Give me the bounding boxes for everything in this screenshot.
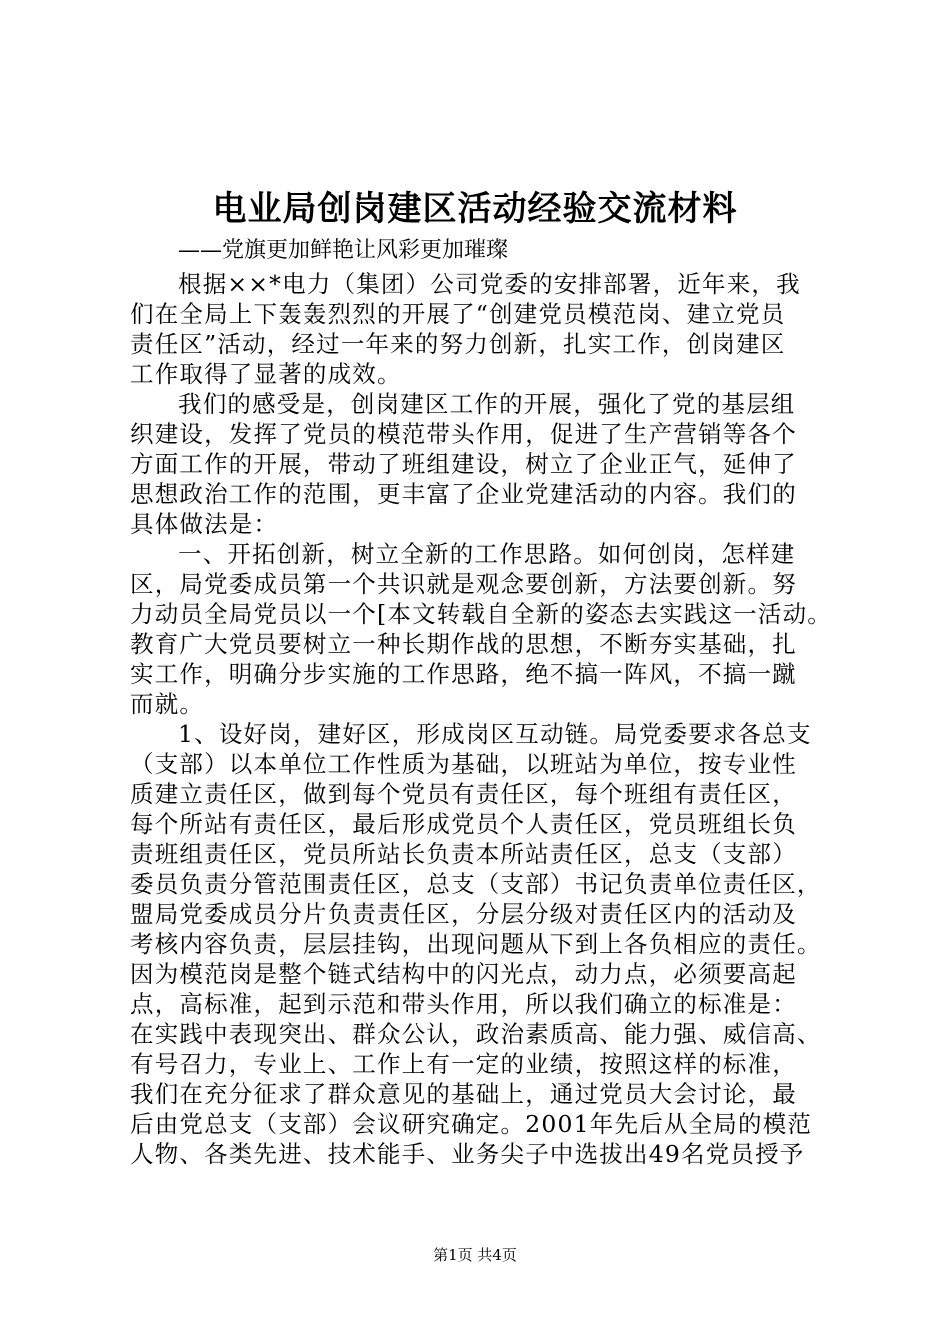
document-title: 电业局创岗建区活动经验交流材料	[212, 189, 738, 229]
body-line: 我们在充分征求了群众意见的基础上，通过党员大会讨论，最	[130, 1080, 797, 1108]
body-line: 而就。	[130, 690, 205, 718]
body-line: 们在全局上下轰轰烈烈的开展了“创建党员模范岗、建立党员	[130, 300, 786, 328]
body-line: 有号召力，专业上、工作上有一定的业绩，按照这样的标准，	[130, 1050, 797, 1078]
body-line: 教育广大党员要树立一种长期作战的思想，不断夯实基础，扎	[130, 630, 797, 658]
body-line: 每个所站有责任区，最后形成党员个人责任区，党员班组长负	[130, 810, 797, 838]
body-line: 思想政治工作的范围，更丰富了企业党建活动的内容。我们的	[130, 480, 797, 508]
body-line: 方面工作的开展，带动了班组建设，树立了企业正气，延伸了	[130, 450, 797, 478]
document-subtitle: ——党旗更加鲜艳让风彩更加璀璨	[178, 238, 509, 263]
page-footer: 第1页 共4页	[433, 1246, 517, 1264]
body-line: 织建设，发挥了党员的模范带头作用，促进了生产营销等各个	[130, 420, 797, 448]
body-line: 质建立责任区，做到每个党员有责任区，每个班组有责任区，	[130, 780, 797, 808]
body-line: 点，高标准，起到示范和带头作用，所以我们确立的标准是：	[130, 990, 797, 1018]
body-line: 一、开拓创新，树立全新的工作思路。如何创岗，怎样建	[178, 540, 796, 568]
body-line: 1、设好岗，建好区，形成岗区互动链。局党委要求各总支	[178, 720, 812, 748]
body-line: 在实践中表现突出、群众公认，政治素质高、能力强、威信高、	[130, 1020, 822, 1048]
body-line: 我们的感受是，创岗建区工作的开展，强化了党的基层组	[178, 390, 796, 418]
body-line: 委员负责分管范围责任区，总支（支部）书记负责单位责任区，	[130, 870, 822, 898]
body-line: 人物、各类先进、技术能手、业务尖子中选拔出49名党员授予	[130, 1140, 805, 1168]
body-line: 因为模范岗是整个链式结构中的闪光点，动力点，必须要高起	[130, 960, 797, 988]
body-line: 责任区”活动，经过一年来的努力创新，扎实工作，创岗建区	[130, 330, 786, 358]
body-line: 考核内容负责，层层挂钩，出现问题从下到上各负相应的责任。	[130, 930, 822, 958]
body-line: 后由党总支（支部）会议研究确定。2001年先后从全局的模范	[130, 1110, 813, 1138]
document-body	[130, 269, 830, 1169]
body-line: （支部）以本单位工作性质为基础，以班站为单位，按专业性	[130, 750, 797, 778]
body-line: 力动员全局党员以一个[本文转载自全新的姿态去实践这一活动。	[130, 600, 832, 628]
body-line: 工作取得了显著的成效。	[130, 360, 402, 388]
body-line: 具体做法是：	[130, 510, 279, 538]
body-line: 区，局党委成员第一个共识就是观念要创新，方法要创新。努	[130, 570, 797, 598]
body-line: 盟局党委成员分片负责责任区，分层分级对责任区内的活动及	[130, 900, 797, 928]
body-line: 责班组责任区，党员所站长负责本所站责任区，总支（支部）	[130, 840, 797, 868]
body-line: 根据××*电力（集团）公司党委的安排部署，近年来，我	[178, 270, 801, 298]
body-line: 实工作，明确分步实施的工作思路，绝不搞一阵风，不搞一蹴	[130, 660, 797, 688]
